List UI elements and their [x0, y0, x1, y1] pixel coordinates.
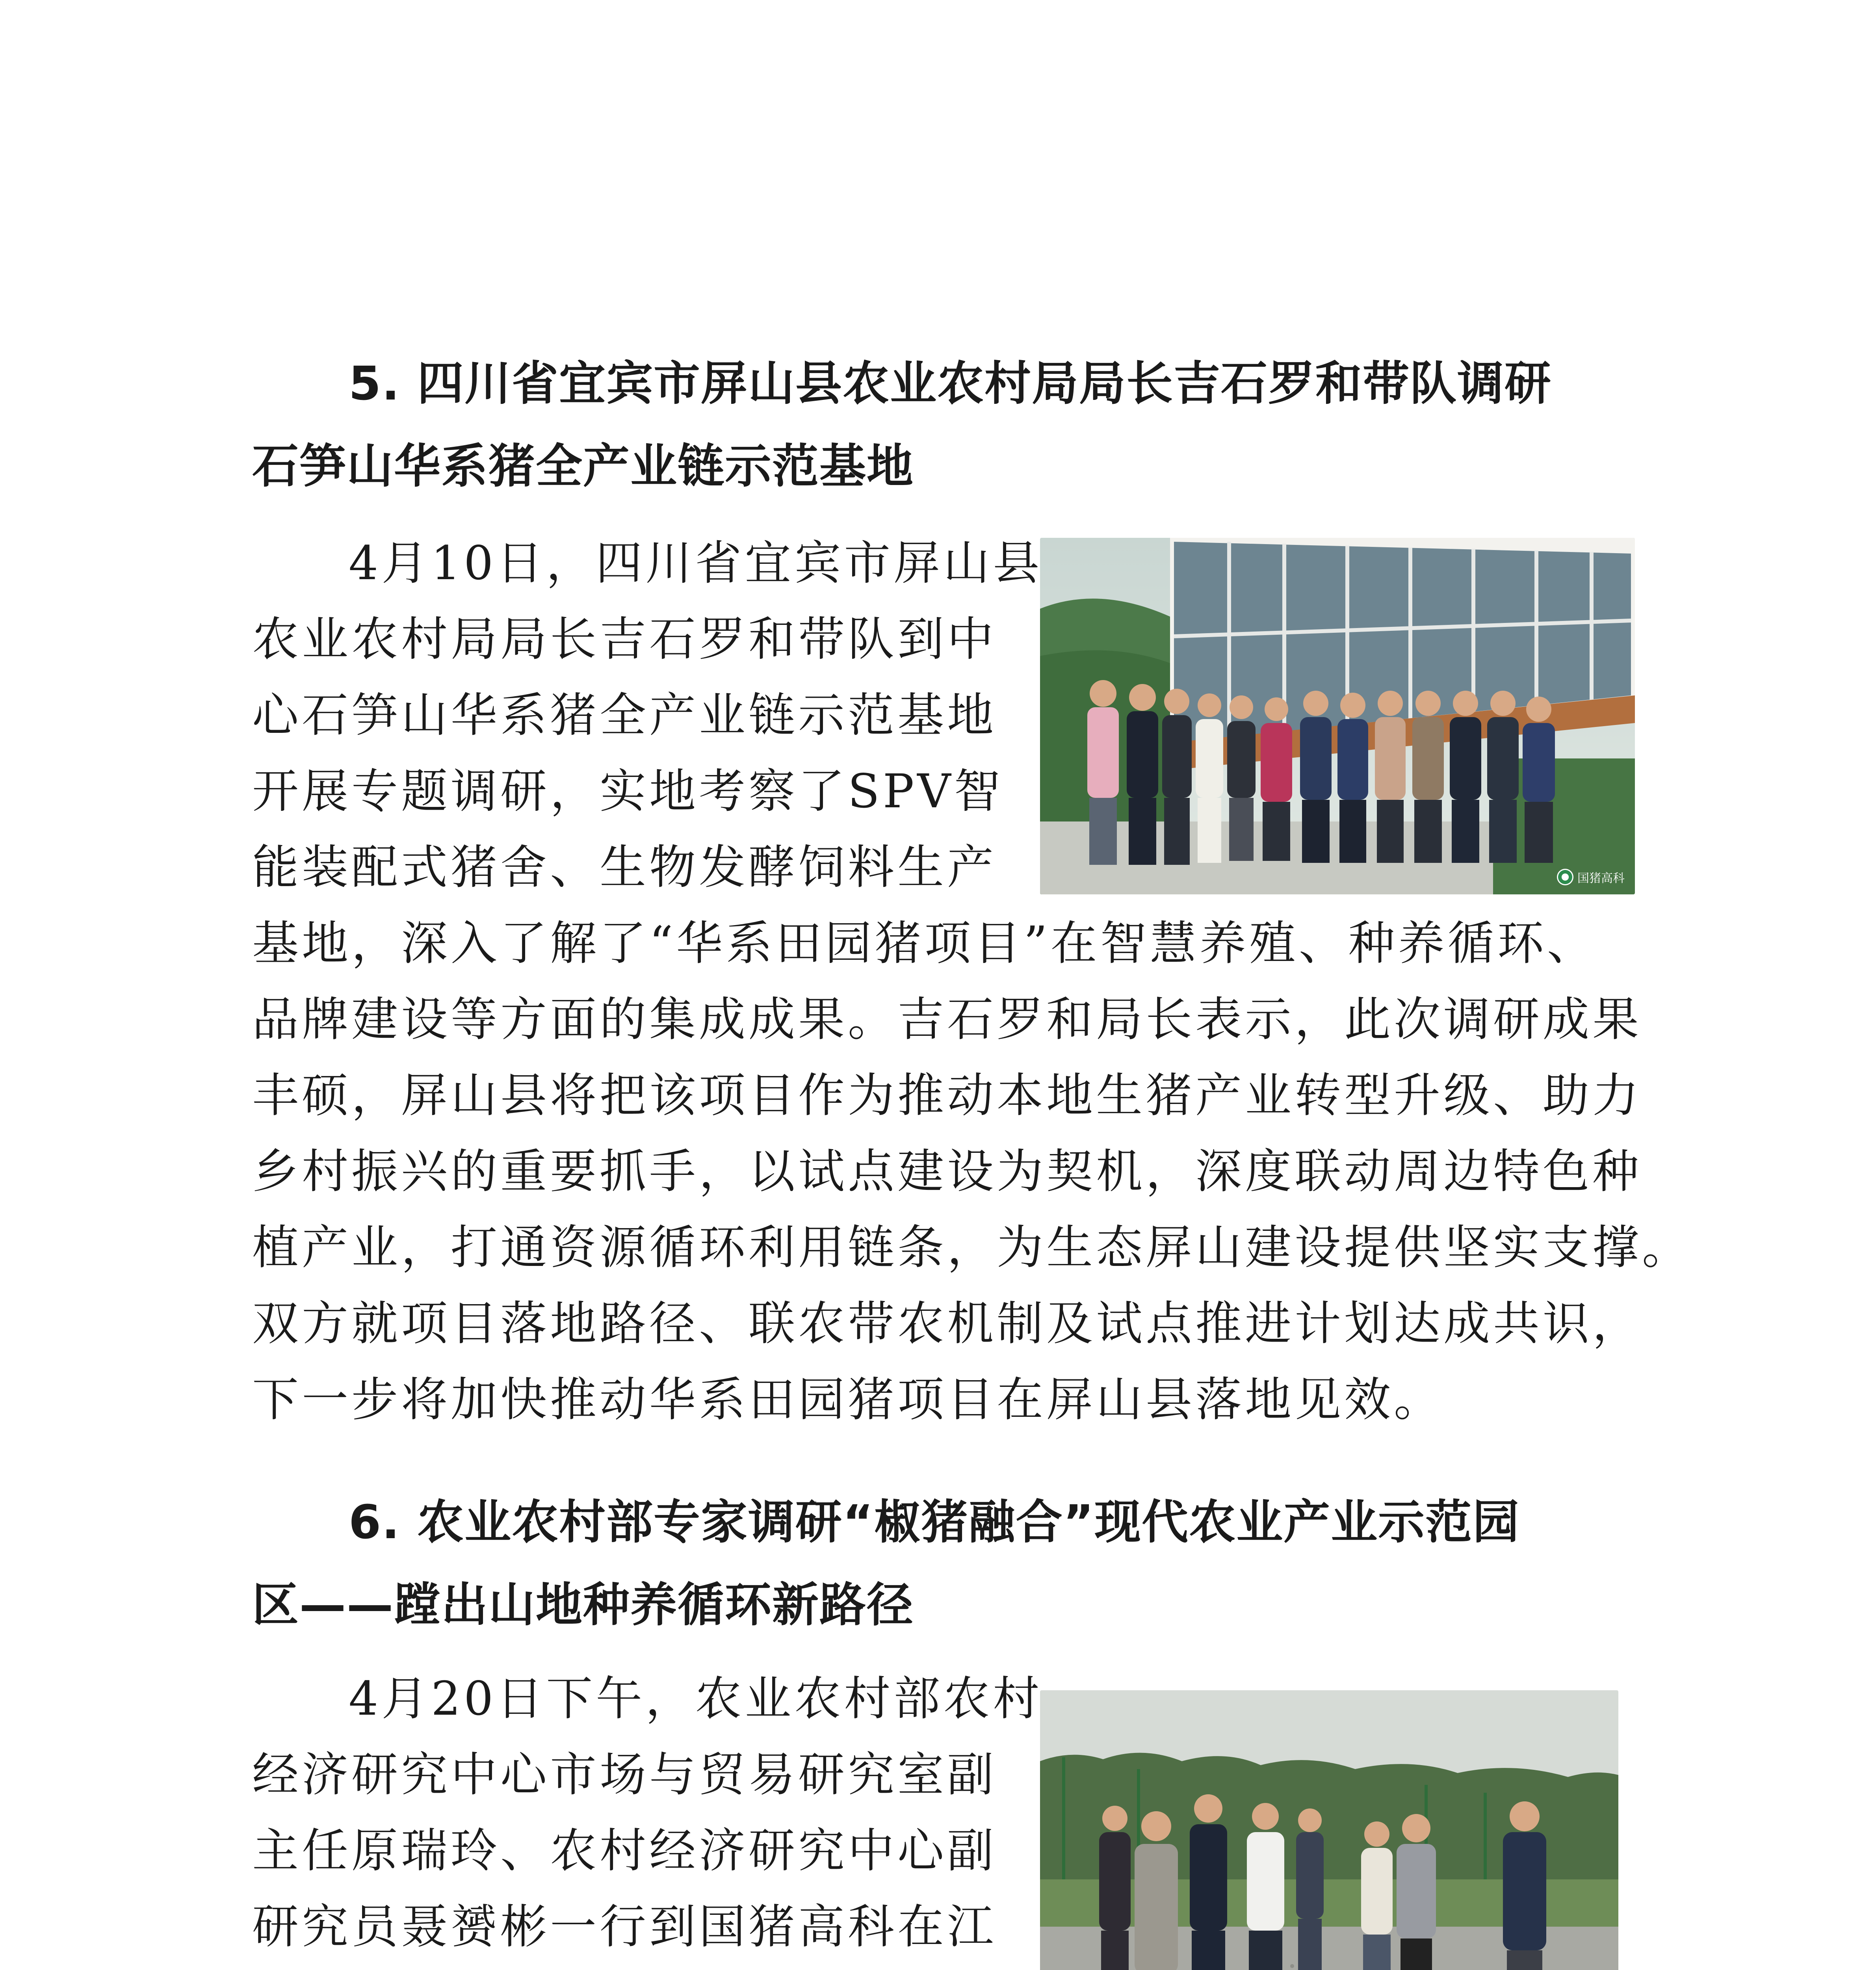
section-5-heading-line-2: 石笋山华系猪全产业链示范基地: [252, 439, 914, 493]
section-6-line-3: 主任原瑞玲、农村经济研究中心副: [252, 1823, 997, 1878]
section-5-line-4: 开展专题调研，实地考察了SPV智: [252, 764, 1004, 818]
section-5-watermark-text: 国猪高科: [1577, 872, 1625, 885]
section-5-heading-line-1: 5. 四川省宜宾市屏山县农业农村局局长吉石罗和带队调研: [349, 356, 1552, 411]
section-6-line-1: 4月20日下午，农业农村部农村: [349, 1671, 1043, 1726]
section-5-line-3: 心石笋山华系猪全产业链示范基地: [252, 688, 997, 742]
section-6-line-4: 研究员聂赟彬一行到国猪高科在江: [252, 1899, 997, 1954]
section-5-line-2: 农业农村局局长吉石罗和带队到中: [252, 612, 997, 666]
section-6-heading-line-2: 区——蹚出山地种养循环新路径: [252, 1578, 914, 1632]
section-6-line-2: 经济研究中心市场与贸易研究室副: [252, 1747, 997, 1802]
section-5-line-11: 双方就项目落地路径、联农带农机制及试点推进计划达成共识，: [252, 1296, 1642, 1351]
section-5-heading: [252, 342, 1639, 507]
section-5-line-10: 植产业，打通资源循环利用链条，为生态屏山建设提供坚实支撑。: [252, 1220, 1692, 1275]
section-5-line-12: 下一步将加快推动华系田园猪项目在屏山县落地见效。: [252, 1372, 1444, 1427]
section-6-heading-line-1: 6. 农业农村部专家调研“椒猪融合”现代农业产业示范园: [349, 1495, 1520, 1549]
section-5-line-5: 能装配式猪舍、生物发酵饲料生产: [252, 840, 997, 894]
section-5-line-7: 品牌建设等方面的集成成果。吉石罗和局长表示，此次调研成果: [252, 992, 1642, 1046]
section-6-heading: [252, 1481, 1639, 1646]
section-5-line-9: 乡村振兴的重要抓手，以试点建设为契机，深度联动周边特色种: [252, 1144, 1642, 1199]
section-5-line-1: 4月10日，四川省宜宾市屏山县: [349, 536, 1043, 590]
section-5-line-6: 基地，深入了解了“华系田园猪项目”在智慧养殖、种养循环、: [252, 916, 1597, 970]
section-5-body: [252, 525, 1692, 1438]
section-6-body: [252, 1661, 1642, 1970]
section-5-line-8: 丰硕，屏山县将把该项目作为推动本地生猪产业转型升级、助力: [252, 1068, 1642, 1123]
section-6-line-5: [252, 1965, 1642, 1970]
